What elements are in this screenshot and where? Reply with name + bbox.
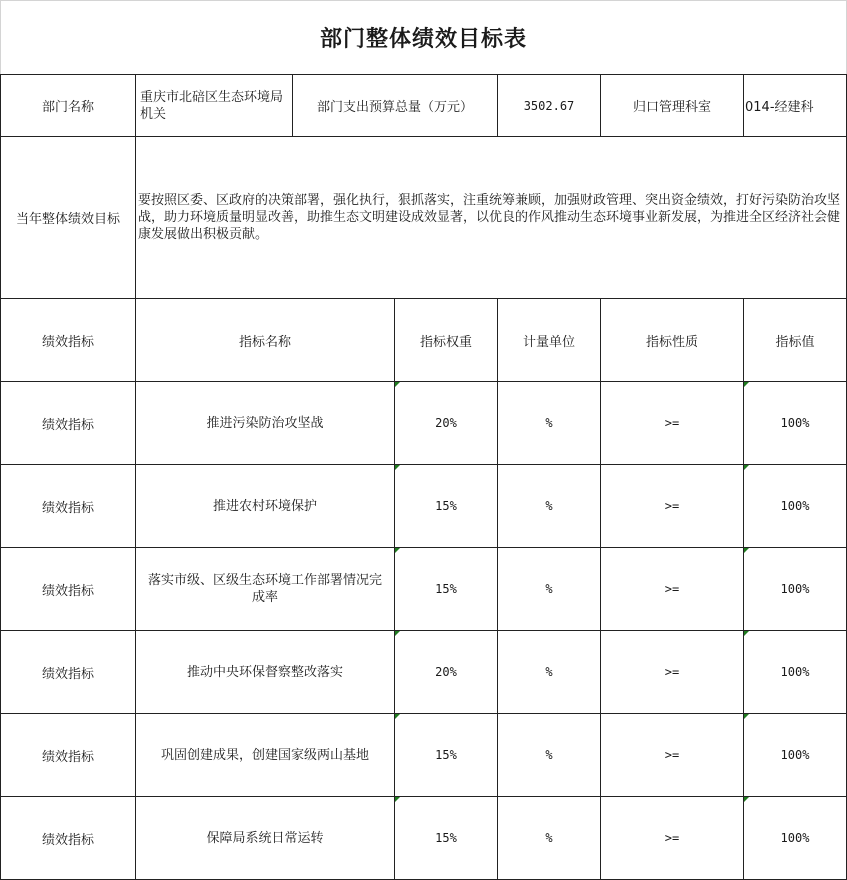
header-indicator-name: 指标名称 <box>238 334 291 350</box>
comment-marker-icon <box>744 382 749 387</box>
dept-name-value: 重庆市北碚区生态环境局机关 <box>140 89 284 122</box>
comment-marker-icon <box>744 714 749 719</box>
row-unit: % <box>545 665 553 679</box>
comment-marker-icon <box>744 631 749 636</box>
row-weight: 15% <box>435 748 457 762</box>
border-line <box>743 74 744 137</box>
row-indicator-name: 推进农村环境保护 <box>212 498 317 514</box>
row-category: 绩效指标 <box>41 666 94 682</box>
row-nature: >= <box>664 582 680 596</box>
comment-marker-icon <box>395 631 400 636</box>
budget-value: 3502.67 <box>523 98 575 113</box>
comment-marker-icon <box>744 465 749 470</box>
row-indicator-name: 巩固创建成果，创建国家级两山基地 <box>160 747 369 763</box>
row-value: 100% <box>780 499 810 513</box>
row-nature: >= <box>664 416 680 430</box>
row-weight: 20% <box>435 665 457 679</box>
row-weight: 20% <box>435 416 457 430</box>
budget-label: 部门支出预算总量（万元） <box>316 100 473 115</box>
row-category: 绩效指标 <box>41 832 94 848</box>
row-category: 绩效指标 <box>41 583 94 599</box>
row-category: 绩效指标 <box>41 749 94 765</box>
row-value: 100% <box>780 748 810 762</box>
row-indicator-name: 落实市级、区级生态环境工作部署情况完成率 <box>147 573 382 605</box>
row-nature: >= <box>664 748 680 762</box>
row-nature: >= <box>664 665 680 679</box>
comment-marker-icon <box>395 797 400 802</box>
comment-marker-icon <box>395 714 400 719</box>
header-weight: 指标权重 <box>419 334 472 350</box>
row-unit: % <box>545 748 553 762</box>
row-indicator-name: 推动中央环保督察整改落实 <box>186 664 343 680</box>
row-weight: 15% <box>435 582 457 596</box>
header-value: 指标值 <box>775 334 815 350</box>
annual-goal-label: 当年整体绩效目标 <box>15 212 120 227</box>
row-value: 100% <box>780 831 810 845</box>
office-value: 014-经建科 <box>745 100 814 115</box>
page-title: 部门整体绩效目标表 <box>319 27 527 52</box>
row-unit: % <box>545 582 553 596</box>
annual-goal-text: 要按照区委、区政府的决策部署，强化执行，狠抓落实，注重统筹兼顾，加强财政管理、突出资金绩效，打好污染防治攻坚战，助力环境质量明显改善，助推生态文明建设成效显著，以优良的作风推动生态环境事业新发展，为推进全区经济社会健康发展做出积极贡献。 <box>138 193 841 242</box>
comment-marker-icon <box>395 465 400 470</box>
header-category: 绩效指标 <box>41 334 94 350</box>
header-nature: 指标性质 <box>645 334 698 350</box>
comment-marker-icon <box>395 548 400 553</box>
row-category: 绩效指标 <box>41 500 94 516</box>
office-label: 归口管理科室 <box>632 100 711 115</box>
row-nature: >= <box>664 831 680 845</box>
row-category: 绩效指标 <box>41 417 94 433</box>
row-indicator-name: 推进污染防治攻坚战 <box>206 415 324 431</box>
row-unit: % <box>545 499 553 513</box>
row-unit: % <box>545 831 553 845</box>
row-weight: 15% <box>435 831 457 845</box>
row-nature: >= <box>664 499 680 513</box>
comment-marker-icon <box>744 548 749 553</box>
dept-name-label: 部门名称 <box>41 100 94 115</box>
row-value: 100% <box>780 582 810 596</box>
row-unit: % <box>545 416 553 430</box>
comment-marker-icon <box>395 382 400 387</box>
row-indicator-name: 保障局系统日常运转 <box>206 830 324 846</box>
header-unit: 计量单位 <box>522 334 575 350</box>
row-value: 100% <box>780 416 810 430</box>
row-weight: 15% <box>435 499 457 513</box>
comment-marker-icon <box>744 797 749 802</box>
row-value: 100% <box>780 665 810 679</box>
